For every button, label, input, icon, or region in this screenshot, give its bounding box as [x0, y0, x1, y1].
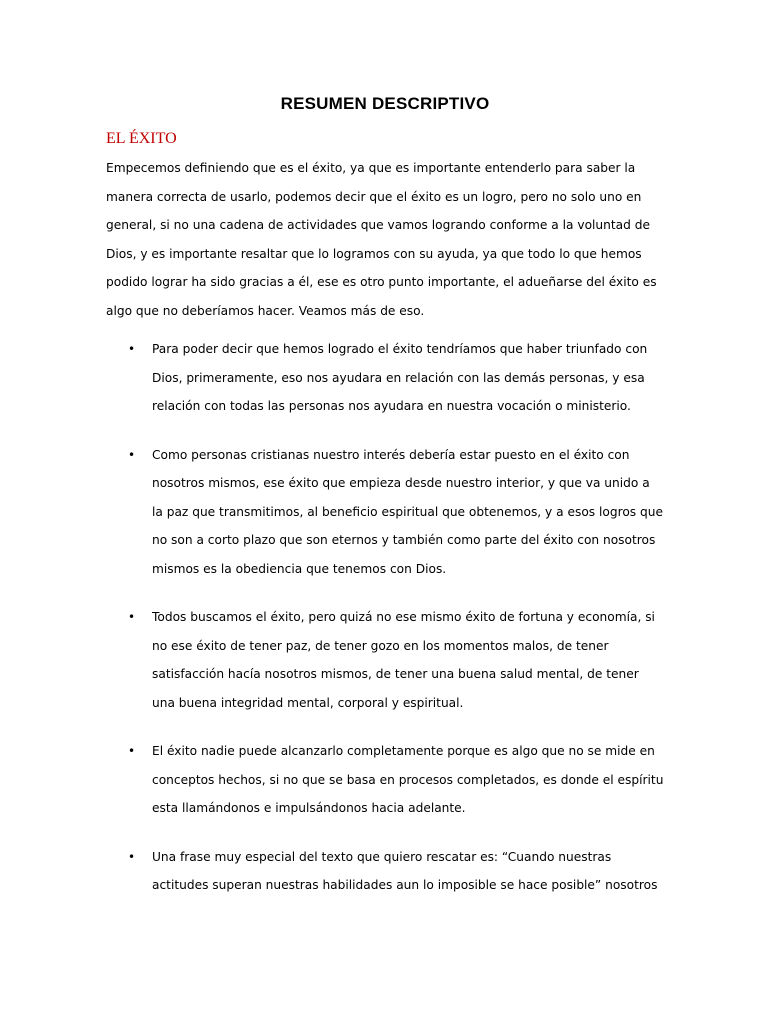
- bullet-item-3: [106, 603, 664, 717]
- bullet-text: Como personas cristianas nuestro interés debería estar puesto en el éxito con nosotros mismos, ese éxito que empieza desde nuestro interior, y que va unido a la paz que transmitimos, al beneficio espiritual que obtenemos, y a esos logros que no son a corto plazo que son eternos y también como parte del éxito con nosotros mismos es la obediencia que tenemos con Dios.: [152, 447, 663, 576]
- bullet-marker: •: [128, 849, 136, 864]
- bullet-item-5: [106, 843, 664, 900]
- bullet-marker: •: [128, 744, 136, 758]
- bullet-marker: •: [128, 610, 136, 624]
- bullet-list: [106, 335, 664, 900]
- bullet-text: El éxito nadie puede alcanzarlo completamente porque es algo que no se mide en conceptos hechos, si no que se basa en procesos completados, es donde el espíritu esta llamándonos e impulsándonos hacia adelante.: [152, 744, 664, 815]
- bullet-marker: •: [128, 342, 136, 356]
- bullet-item-1: [106, 335, 664, 421]
- bullet-item-4: [106, 737, 664, 823]
- bullet-item-2: [106, 441, 664, 584]
- bullet-text: Una frase muy especial del texto que quiero rescatar es: “Cuando nuestras actitudes superan nuestras habilidades aun lo imposible se hace posible” nosotros: [152, 849, 658, 892]
- section-heading: EL ÉXITO: [106, 130, 177, 147]
- bullet-marker: •: [128, 447, 136, 462]
- intro-paragraph: Empecemos definiendo que es el éxito, ya que es importante entenderlo para saber la manera correcta de usarlo, podemos decir que el éxito es un logro, pero no solo uno en general, si no una cadena de actividades que vamos logrando conforme a la voluntad de Dios, y es importante resaltar que lo logramos con su ayuda, ya que todo lo que hemos podido lograr ha sido gracias a él, ese es otro punto importante, el adueñarse del éxito es algo que no deberíamos hacer. Veamos más de eso.: [106, 161, 657, 318]
- bullet-text: Todos buscamos el éxito, pero quizá no ese mismo éxito de fortuna y economía, si no ese éxito de tener paz, de tener gozo en los momentos malos, de tener satisfacción hacía nosotros mismos, de tener una buena salud mental, de tener una buena integridad mental, corporal y espiritual.: [152, 610, 655, 710]
- bullet-text: Para poder decir que hemos logrado el éxito tendríamos que haber triunfado con Dios, primeramente, eso nos ayudara en relación con las demás personas, y esa relación con todas las personas nos ayudara en nuestra vocación o ministerio.: [152, 342, 648, 413]
- document-title: RESUMEN DESCRIPTIVO: [280, 94, 490, 113]
